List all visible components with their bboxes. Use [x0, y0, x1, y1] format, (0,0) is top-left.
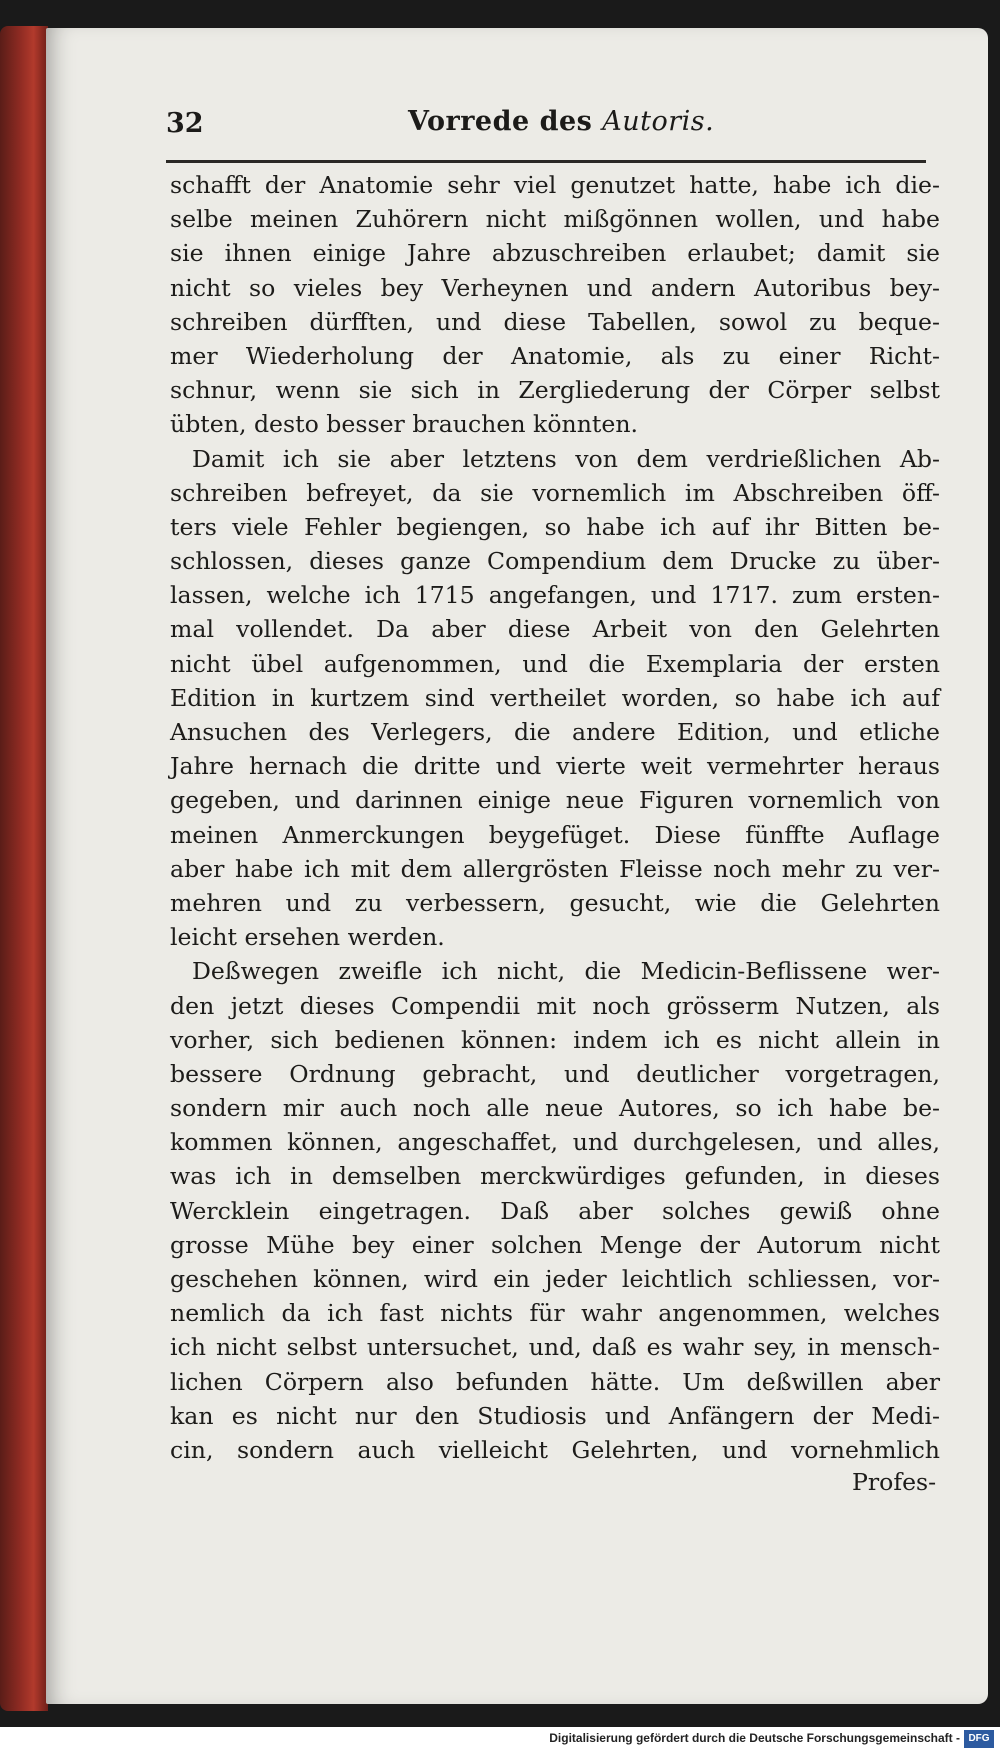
text-line: ich nicht selbst untersuchet, und, daß es wahr sey, in mensch-: [170, 1333, 940, 1362]
text-line: kan es nicht nur den Studiosis und Anfängern der Medi-: [170, 1401, 940, 1430]
text-line: geschehen können, wird ein jeder leichtlich schliessen, vor-: [170, 1265, 940, 1293]
text-line: grosse Mühe bey einer solchen Menge der Autorum nicht: [170, 1230, 940, 1259]
text-line: lassen, welche ich 1715 angefangen, und 1717. zum ersten-: [170, 581, 940, 610]
dfg-logo: DFG: [964, 1730, 994, 1748]
text-line: sondern mir auch noch alle neue Autores, so ich habe be-: [170, 1094, 940, 1123]
text-line: Deßwegen zweifle ich nicht, die Medicin-Beflissene wer-: [192, 957, 940, 986]
page-number: 32: [166, 108, 204, 139]
text-line: nemlich da ich fast nichts für wahr angenommen, welches: [170, 1299, 940, 1328]
text-line: schafft der Anatomie sehr viel genutzet hatte, habe ich die-: [170, 171, 940, 199]
text-line: kommen können, angeschaffet, und durchgelesen, und alles,: [170, 1128, 940, 1157]
text-line: Jahre hernach die dritte und vierte weit vermehrter heraus: [170, 752, 940, 781]
text-line: cin, sondern auch vielleicht Gelehrten, und vornehmlich: [170, 1435, 940, 1464]
text-line: sie ihnen einige Jahre abzuschreiben erlaubet; damit sie: [170, 239, 940, 268]
text-line: aber habe ich mit dem allergrösten Fleisse noch mehr zu ver-: [170, 854, 940, 883]
running-head: [408, 106, 714, 137]
text-line: bessere Ordnung gebracht, und deutlicher vorgetragen,: [170, 1059, 940, 1088]
text-line: mal vollendet. Da aber diese Arbeit von den Gelehrten: [170, 615, 940, 644]
book-spine-edge: [0, 26, 48, 1711]
text-line: Wercklein eingetragen. Daß aber solches gewiß ohne: [170, 1196, 940, 1225]
text-line: vorher, sich bedienen können: indem ich es nicht allein in: [170, 1025, 940, 1054]
text-line: ters viele Fehler begiengen, so habe ich auf ihr Bitten be-: [170, 512, 940, 541]
body-text: [170, 168, 940, 1467]
text-line: Damit ich sie aber letztens von dem verdrießlichen Ab-: [192, 444, 940, 473]
header-rule: [166, 160, 926, 163]
text-line: mehren und zu verbessern, gesucht, wie die Gelehrten: [170, 888, 940, 917]
text-line: übten, desto besser brauchen könnten.: [170, 410, 639, 439]
text-line: nicht übel aufgenommen, und die Exemplaria der ersten: [170, 649, 940, 678]
text-line: den jetzt dieses Compendii mit noch grösserm Nutzen, als: [170, 991, 940, 1020]
digitization-footer: [0, 1727, 1000, 1755]
text-line: leicht ersehen werden.: [170, 923, 445, 952]
text-line: selbe meinen Zuhörern nicht mißgönnen wollen, und habe: [170, 205, 940, 234]
text-line: lichen Cörpern also befunden hätte. Um deßwillen aber: [170, 1367, 940, 1396]
page-header: [166, 104, 928, 148]
text-line: mer Wiederholung der Anatomie, als zu einer Richt-: [170, 341, 940, 370]
text-line: gegeben, und darinnen einige neue Figuren vornemlich von: [170, 786, 940, 815]
text-line: nicht so vieles bey Verheynen und andern Autoribus bey-: [170, 273, 940, 302]
footer-credit: Digitalisierung gefördert durch die Deutsche Forschungsgemeinschaft -: [549, 1731, 960, 1745]
text-line: schnur, wenn sie sich in Zergliederung der Cörper selbst: [170, 376, 940, 405]
running-head-text: Vorrede des: [408, 106, 593, 137]
catchword: Profes-: [852, 1468, 937, 1496]
running-head-latin: Autoris.: [602, 106, 715, 137]
text-line: Edition in kurtzem sind vertheilet worden, so habe ich auf: [170, 683, 940, 712]
text-line: schreiben dürfften, und diese Tabellen, sowol zu beque-: [170, 307, 940, 336]
text-line: Ansuchen des Verlegers, die andere Edition, und etliche: [170, 718, 940, 746]
text-line: was ich in demselben merckwürdiges gefunden, in dieses: [170, 1162, 940, 1191]
text-line: schlossen, dieses ganze Compendium dem Drucke zu über-: [170, 547, 940, 576]
text-line: schreiben befreyet, da sie vornemlich im Abschreiben öff-: [170, 478, 940, 507]
text-line: meinen Anmerckungen beygefüget. Diese fünffte Auflage: [170, 820, 940, 849]
